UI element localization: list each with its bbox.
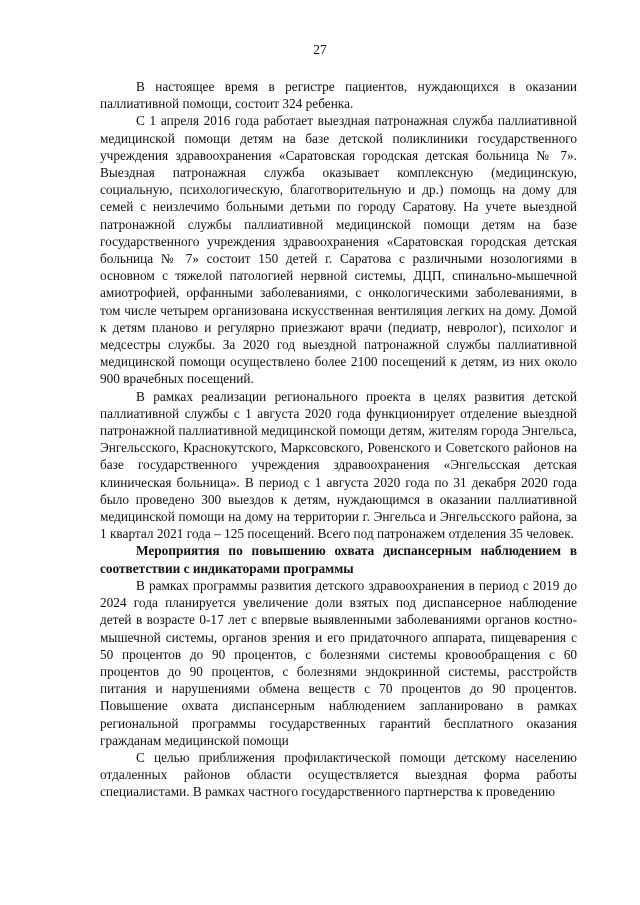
document-body: [100, 78, 577, 801]
paragraph-dispensary-program: В рамках программы развития детского здравоохранения в период с 2019 до 2024 года планируется увеличение доли взятых под диспансерное наблюдение детей в возрасте 0-17 лет с впервые выявленными заболеваниями органов костно-мышечной системы, органов зрения и его придаточного аппарата, пищеварения с 50 процентов до 90 процентов, с болезнями системы кровообращения с 60 процентов до 90 процентов, с болезнями эндокринной системы, расстройств питания и нарушениями обмена веществ с 70 процентов до 90 процентов. Повышение охвата диспансерным наблюдением запланировано в рамках региональной программы государственных гарантий бесплатного оказания гражданам медицинской помощи: [100, 577, 577, 748]
paragraph-engels-department: В рамках реализации регионального проекта в целях развития детской паллиативной службы с 1 августа 2020 года функционирует отделение выездной патронажной паллиативной медицинской помощи детям, жителям города Энгельса, Энгельсского, Краснокутского, Марксовского, Ровенского и Советского районов на базе государственного учреждения здравоохранения «Энгельсская детская клиническая больница». В период с 1 августа 2020 года по 31 декабря 2020 года было проведено 300 выездов к детям, нуждающимся в оказании паллиативной медицинской помощи на дому на территории г. Энгельса и Энгельсского района, за 1 квартал 2021 года – 125 посещений. Всего под патронажем отделения 35 человек.: [100, 388, 577, 542]
paragraph-outreach: С целью приближения профилактической помощи детскому населению отдаленных районов области осуществляется выездная форма работы специалистами. В рамках частного государственного партнерства к проведению: [100, 749, 577, 800]
section-heading: Мероприятия по повышению охвата диспансерным наблюдением в соответствии с индикаторами программы: [100, 543, 577, 576]
paragraph-registry-count: В настоящее время в регистре пациентов, нуждающихся в оказании паллиативной помощи, состоит 324 ребенка.: [100, 79, 577, 112]
paragraph-saratov-service: С 1 апреля 2016 года работает выездная патронажная служба паллиативной медицинской помощи детям на базе детской поликлиники государственного учреждения здравоохранения «Саратовская городская детская больница № 7». Выездная патронажная служба оказывает комплексную (медицинскую, социальную, психологическую, благотворительную и др.) помощь на дому для семей с неизлечимо больными детьми по городу Саратову. На учете выездной патронажной службы паллиативной медицинской помощи детям на базе государственного учреждения здравоохранения «Саратовская городская детская больница № 7» состоит 150 детей г. Саратова с различными нозологиями в основном с тяжелой патологией нервной системы, ДЦП, спинально-мышечной амиотрофией, орфанными заболеваниями, с онкологическими заболеваниями, в том числе четырем организована искусственная вентиляция легких на дому. Домой к детям планово и регулярно приезжают врачи (педиатр, невролог), психолог и медсестры службы. За 2020 год выездной патронажной службы паллиативной медицинской помощи осуществлено более 2100 посещений к детям, из них около 900 врачебных посещений.: [100, 113, 577, 387]
page-number: 27: [313, 42, 327, 57]
